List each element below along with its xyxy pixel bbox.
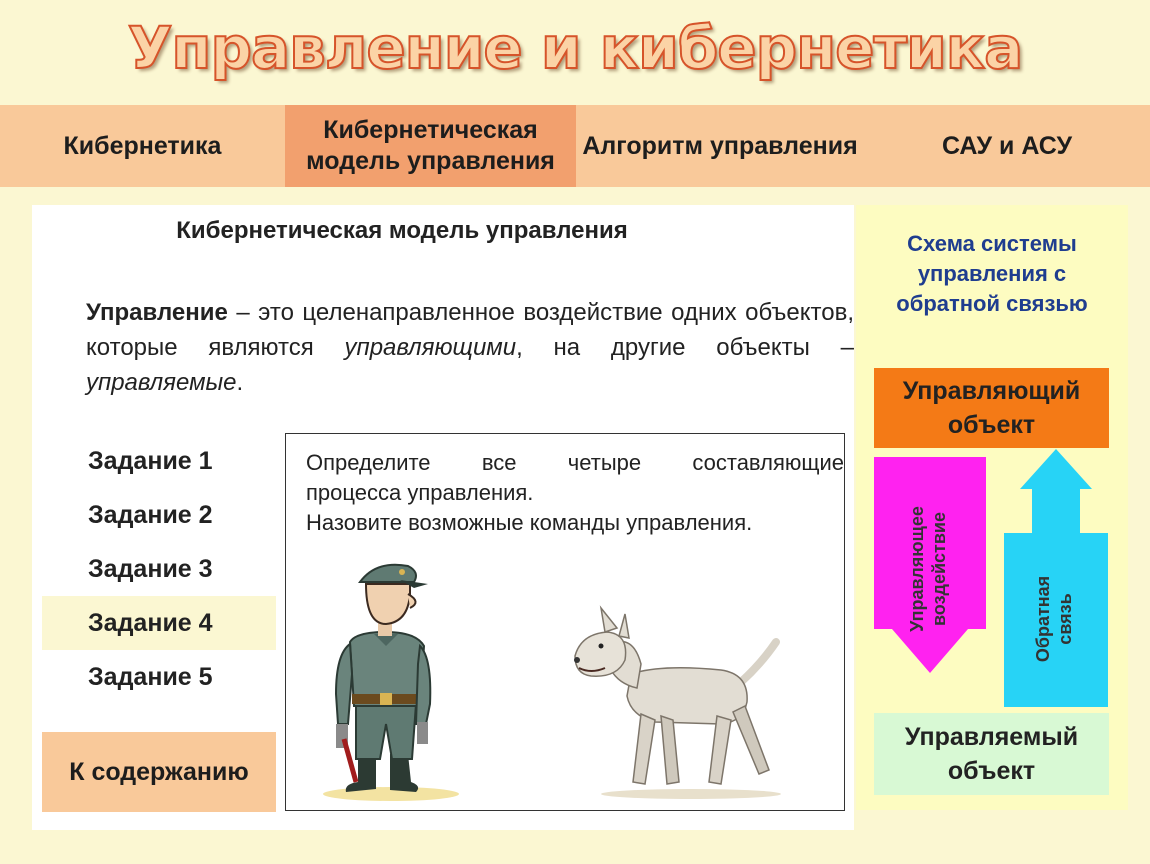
section-heading: Кибернетическая модель управления — [176, 217, 628, 244]
definition-part-2: , на другие объекты – — [516, 334, 854, 361]
controlled-object-box: Управляемый объект — [874, 713, 1109, 795]
task-5-link[interactable]: Задание 5 — [88, 663, 213, 691]
tab-bar — [0, 105, 1150, 187]
task-line-2: процесса управления. — [306, 480, 534, 505]
control-action-label: Управляющее воздействие — [907, 506, 949, 632]
controller-object-box: Управляющий объект — [874, 368, 1109, 448]
soldier-illustration — [316, 554, 466, 804]
tab-cybernetic-model[interactable]: Кибернетическая модель управления — [285, 105, 576, 187]
tab-cybernetics[interactable]: Кибернетика — [63, 131, 222, 160]
task-1-link[interactable]: Задание 1 — [88, 447, 213, 475]
page-title: Управление и кибернетика — [127, 14, 1023, 82]
task-line-3: Назовите возможные команды управления. — [306, 510, 753, 535]
main-panel — [32, 205, 854, 830]
dog-illustration — [571, 604, 801, 804]
table-of-contents-button[interactable]: К содержанию — [42, 732, 276, 812]
flow-arrows — [856, 445, 1128, 715]
task-4-link[interactable]: Задание 4 — [42, 596, 276, 650]
definition-part-3: . — [236, 369, 244, 396]
task-box-text — [306, 448, 844, 538]
definition-part-1: – это целенаправленное воздействие одних объектов, которые являются — [86, 299, 854, 361]
tab-sau-asu[interactable]: САУ и АСУ — [941, 131, 1073, 160]
task-2-link[interactable]: Задание 2 — [88, 501, 213, 529]
scheme-heading: Схема системы управления с обратной связью — [896, 231, 1088, 316]
definition-text — [86, 295, 854, 400]
definition-term: Управление — [86, 299, 228, 326]
definition-em-controlling: управляющими — [344, 334, 517, 361]
task-line-1: Определите все четыре составляющие — [306, 450, 844, 475]
feedback-label: Обратная связь — [1033, 575, 1075, 663]
task-box — [285, 433, 845, 811]
feedback-arrow-head — [1020, 449, 1092, 533]
task-3-link[interactable]: Задание 3 — [88, 555, 213, 583]
tab-control-algorithm[interactable]: Алгоритм управления — [582, 131, 858, 160]
definition-em-controlled: управляемые — [86, 369, 237, 396]
feedback-scheme-panel — [856, 205, 1128, 810]
